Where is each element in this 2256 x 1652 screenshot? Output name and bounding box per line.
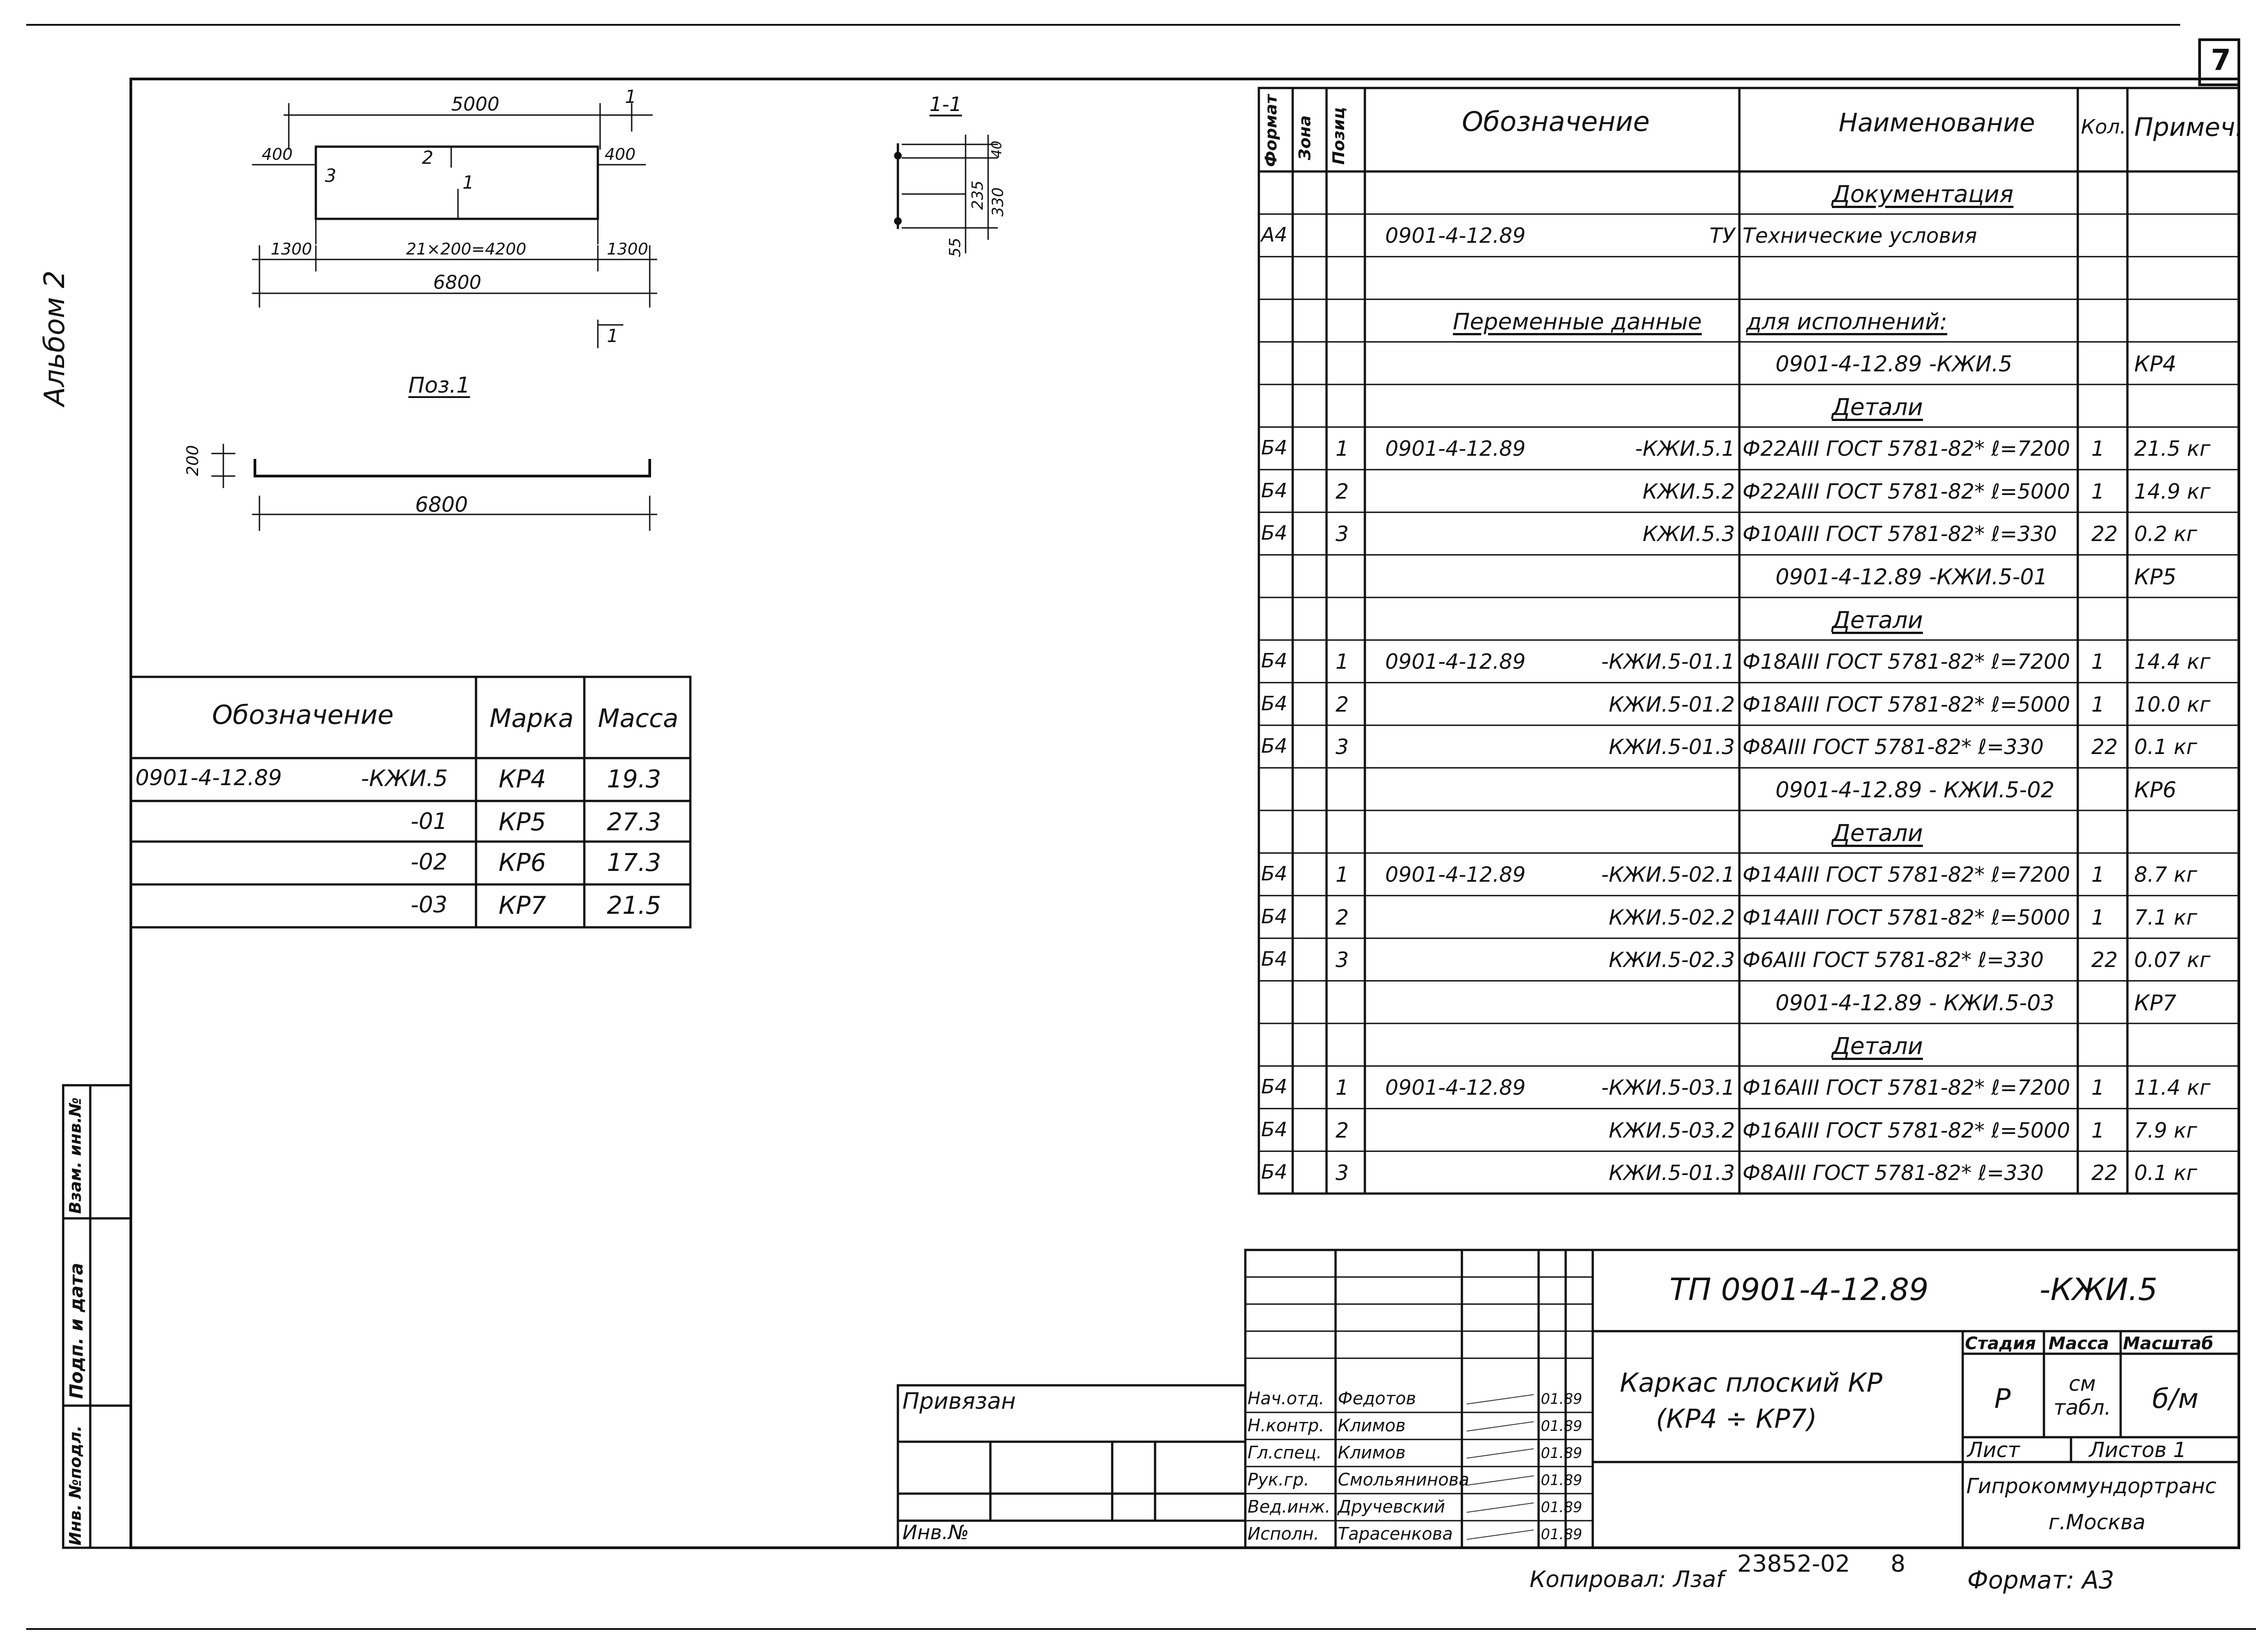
spec-qty: 1 (2091, 692, 2105, 717)
format-label: Формат: А3 (1967, 1566, 2114, 1594)
pos1-title: Поз.1 (408, 373, 470, 398)
dim-400-right: 400 (605, 145, 636, 164)
spec-qty: 22 (2091, 522, 2118, 546)
spec-variant-note: КР5 (2134, 564, 2177, 590)
spec-note: 11.4 кг (2134, 1075, 2210, 1100)
doc-code: ТП 0901-4-12.89 (1669, 1272, 1929, 1308)
spec-header-designation: Обозначение (1462, 106, 1650, 138)
signature-role: Н.контр. (1248, 1416, 1325, 1435)
spec-format: Б4 (1261, 1075, 1288, 1099)
signature-date: 01.89 (1541, 1472, 1582, 1489)
spec-name: Ф18АIII ГОСТ 5781-82* ℓ=5000 (1743, 692, 2071, 717)
mass-row-suffix: -02 (411, 849, 448, 875)
section-dim-40: 40 (989, 140, 1005, 158)
spec-note: 10.0 кг (2134, 692, 2210, 717)
spec-variant-name: 0901-4-12.89 -КЖИ.5 (1775, 351, 2012, 377)
pos1-dim-200: 200 (184, 445, 202, 476)
spec-header-pos: Позиц (1330, 107, 1348, 165)
mass-table-header-mark: Марка (490, 704, 574, 733)
spec-name: Ф14АIII ГОСТ 5781-82* ℓ=5000 (1743, 905, 2071, 930)
sheets-label: Листов 1 (2089, 1438, 2187, 1462)
signature-name: Климов (1338, 1443, 1406, 1462)
spec-pos: 3 (1336, 1161, 1349, 1185)
spec-name: Ф18АIII ГОСТ 5781-82* ℓ=7200 (1743, 649, 2071, 674)
sheet-number: 7 (2211, 44, 2231, 77)
spec-variant-note: КР4 (2134, 351, 2177, 377)
archive-sheet: 8 (1891, 1550, 1906, 1578)
dim-400-left: 400 (262, 145, 293, 164)
spec-header-format: Формат (1262, 94, 1281, 167)
spec-format: Б4 (1261, 905, 1288, 928)
spec-note: 0.1 кг (2134, 1161, 2197, 1185)
album-label: Альбом 2 (38, 270, 71, 406)
spec-name: Ф6АIII ГОСТ 5781-82* ℓ=330 (1743, 948, 2044, 972)
inv-no-label: Инв.№ (902, 1521, 969, 1544)
mass-row-mass: 21.5 (607, 891, 661, 920)
section-dim-235: 235 (969, 180, 987, 210)
sheet-label: Лист (1967, 1438, 2020, 1462)
spec-qty: 22 (2091, 948, 2118, 972)
spec-variant-name: 0901-4-12.89 - КЖИ.5-02 (1775, 777, 2055, 803)
dim-1300-right: 1300 (607, 240, 648, 259)
spec-note: 14.4 кг (2134, 649, 2210, 674)
signature-role: Гл.спец. (1248, 1443, 1322, 1462)
signature-role: Исполн. (1248, 1524, 1319, 1544)
spec-suffix: КЖИ.5-02.2 (1609, 905, 1735, 930)
spec-suffix: -КЖИ.5.1 (1635, 436, 1735, 461)
scale-value: б/м (2152, 1383, 2199, 1415)
signature-name: Тарасенкова (1338, 1524, 1453, 1544)
spec-name: Технические условия (1743, 223, 1977, 248)
mass-row-mass: 19.3 (607, 765, 661, 793)
spec-variant-name: 0901-4-12.89 - КЖИ.5-03 (1775, 990, 2055, 1016)
spec-header-note: Примеч. (2134, 113, 2243, 142)
section-dim-330: 330 (989, 187, 1007, 217)
section-mark-top: 1 (625, 87, 637, 107)
mass-row-code: 0901-4-12.89 (135, 765, 282, 791)
spec-note: 14.9 кг (2134, 479, 2210, 504)
spec-pos: 1 (1336, 649, 1349, 674)
spec-section-title: Детали (1832, 820, 1923, 847)
spec-header-name: Наименование (1839, 108, 2035, 138)
spec-header-qty: Кол. (2081, 116, 2127, 139)
spec-header-zone: Зона (1296, 115, 1314, 160)
pos-2-label: 2 (422, 148, 434, 168)
spec-format: Б4 (1261, 1118, 1288, 1141)
mass-row-mass: 27.3 (607, 808, 661, 836)
mass-row-suffix: -03 (411, 892, 448, 918)
spec-name: Ф8АIII ГОСТ 5781-82* ℓ=330 (1743, 735, 2044, 759)
spec-suffix: КЖИ.5-01.2 (1609, 692, 1735, 717)
signature-name: Климов (1338, 1416, 1406, 1435)
spec-suffix: КЖИ.5-01.3 (1609, 1161, 1735, 1185)
mass-value: см табл. (2053, 1371, 2111, 1420)
spec-format: Б4 (1261, 862, 1288, 886)
mass-row-mark: КР4 (499, 765, 546, 793)
spec-code: 0901-4-12.89 (1385, 436, 1526, 461)
doc-suffix: -КЖИ.5 (2039, 1272, 2158, 1308)
spec-qty: 1 (2091, 649, 2105, 674)
stage-value: Р (1994, 1383, 2011, 1415)
mass-table-header-mass: Масса (598, 704, 679, 733)
title-line2: (КР4 ÷ КР7) (1656, 1403, 1817, 1434)
spec-format: Б4 (1261, 522, 1288, 545)
scale-label: Масштаб (2123, 1333, 2214, 1353)
spec-suffix: КЖИ.5-03.2 (1609, 1118, 1735, 1143)
mass-row-mass: 17.3 (607, 848, 661, 877)
pos-3-label: 3 (325, 166, 337, 186)
dim-5000: 5000 (451, 93, 499, 115)
archive-number: 23852-02 (1737, 1550, 1850, 1578)
signature-date: 01.89 (1541, 1526, 1582, 1543)
spec-qty: 22 (2091, 1161, 2118, 1185)
spec-note: 7.9 кг (2134, 1118, 2197, 1143)
signature-date: 01.89 (1541, 1390, 1582, 1407)
spec-qty: 1 (2091, 862, 2105, 887)
spec-code: 0901-4-12.89 (1385, 862, 1526, 887)
spec-pos: 2 (1336, 692, 1349, 717)
spec-pos: 3 (1336, 522, 1349, 546)
spec-note: 8.7 кг (2134, 862, 2197, 887)
spec-pos: 3 (1336, 735, 1349, 759)
spec-pos: 3 (1336, 948, 1349, 972)
title-line1: Каркас плоский КР (1620, 1367, 1882, 1398)
mass-label: Масса (2048, 1333, 2109, 1353)
spec-span-name: для исполнений: (1746, 309, 1947, 335)
spec-pos: 2 (1336, 905, 1349, 930)
spec-section-title: Детали (1832, 394, 1923, 421)
spec-suffix: -КЖИ.5-02.1 (1601, 862, 1735, 887)
spec-qty: 22 (2091, 735, 2118, 759)
pos1-dim-6800: 6800 (415, 492, 468, 517)
spec-code: 0901-4-12.89 (1385, 1075, 1526, 1100)
copied-by: Копировал: Лзаf (1530, 1566, 1724, 1592)
signature-date: 01.89 (1541, 1417, 1582, 1435)
spec-note: 0.2 кг (2134, 522, 2197, 546)
spec-suffix: -КЖИ.5-01.1 (1601, 649, 1735, 674)
signature-role: Нач.отд. (1248, 1388, 1325, 1408)
spec-section-title: Детали (1832, 607, 1923, 634)
spec-format: Б4 (1261, 479, 1288, 502)
spec-suffix: ТУ (1709, 223, 1735, 248)
signature-name: Дручевский (1338, 1497, 1445, 1517)
stage-label: Стадия (1965, 1333, 2036, 1353)
spec-code: 0901-4-12.89 (1385, 649, 1526, 674)
spec-format: Б4 (1261, 948, 1288, 971)
spec-name: Ф22АIII ГОСТ 5781-82* ℓ=5000 (1743, 479, 2071, 504)
mass-row-suffix: -01 (411, 808, 448, 834)
dim-1300-left: 1300 (271, 240, 312, 259)
spec-qty: 1 (2091, 1118, 2105, 1143)
spec-variant-note: КР7 (2134, 990, 2177, 1016)
spec-format: Б4 (1261, 735, 1288, 758)
spec-qty: 1 (2091, 1075, 2105, 1100)
signature-date: 01.89 (1541, 1499, 1582, 1516)
spec-name: Ф14АIII ГОСТ 5781-82* ℓ=7200 (1743, 862, 2071, 887)
section-dim-55: 55 (946, 237, 964, 257)
signature-name: Федотов (1338, 1388, 1416, 1408)
spec-format: Б4 (1261, 436, 1288, 460)
spec-note: 7.1 кг (2134, 905, 2197, 930)
signature-name: Смольянинова (1338, 1470, 1470, 1490)
signature-role: Рук.гр. (1248, 1470, 1309, 1490)
mass-row-mark: КР5 (499, 808, 546, 836)
spec-format: А4 (1261, 223, 1288, 247)
dim-6800: 6800 (433, 271, 481, 293)
spec-qty: 1 (2091, 905, 2105, 930)
spec-suffix: КЖИ.5.3 (1642, 522, 1735, 546)
spec-note: 21.5 кг (2134, 436, 2210, 461)
spec-qty: 1 (2091, 436, 2105, 461)
spec-suffix: -КЖИ.5-03.1 (1601, 1075, 1735, 1100)
spec-section-title: Документация (1832, 181, 2014, 208)
org-name: Гипрокоммундортранс (1966, 1474, 2217, 1498)
spec-suffix: КЖИ.5.2 (1642, 479, 1735, 504)
spec-format: Б4 (1261, 692, 1288, 715)
mass-row-mark: КР6 (499, 848, 546, 877)
mass-table-header-designation: Обозначение (212, 699, 394, 730)
spec-code: 0901-4-12.89 (1385, 223, 1526, 248)
section-1-1-title: 1-1 (929, 93, 962, 116)
spec-name: Ф22АIII ГОСТ 5781-82* ℓ=7200 (1743, 436, 2071, 461)
margin-vzam-inv: Взам. инв.№ (66, 1097, 85, 1214)
spec-format: Б4 (1261, 649, 1288, 673)
spec-section-title: Детали (1832, 1033, 1923, 1060)
spec-pos: 1 (1336, 862, 1349, 887)
spec-variant-name: 0901-4-12.89 -КЖИ.5-01 (1775, 564, 2048, 590)
dim-chain: 21×200=4200 (406, 240, 527, 259)
spec-qty: 1 (2091, 479, 2105, 504)
spec-suffix: КЖИ.5-02.3 (1609, 948, 1735, 972)
mass-row-mark: КР7 (499, 891, 546, 920)
org-city: г.Москва (2048, 1510, 2145, 1534)
spec-name: Ф10АIII ГОСТ 5781-82* ℓ=330 (1743, 522, 2057, 546)
margin-inv-podl: Инв. №подл. (66, 1425, 85, 1546)
spec-pos: 2 (1336, 1118, 1349, 1143)
spec-pos: 2 (1336, 479, 1349, 504)
privyazan-label: Привязан (902, 1388, 1016, 1414)
spec-suffix: КЖИ.5-01.3 (1609, 735, 1735, 759)
spec-note: 0.1 кг (2134, 735, 2197, 759)
spec-pos: 1 (1336, 1075, 1349, 1100)
signature-date: 01.89 (1541, 1444, 1582, 1462)
spec-note: 0.07 кг (2134, 948, 2210, 972)
spec-name: Ф8АIII ГОСТ 5781-82* ℓ=330 (1743, 1161, 2044, 1185)
signature-role: Вед.инж. (1248, 1497, 1331, 1517)
spec-span-designation: Переменные данные (1453, 309, 1702, 335)
section-mark-bottom: 1 (607, 326, 619, 347)
mass-row-suffix: -КЖИ.5 (361, 765, 448, 791)
spec-name: Ф16АIII ГОСТ 5781-82* ℓ=7200 (1743, 1075, 2071, 1100)
pos-1-label: 1 (462, 172, 474, 193)
margin-podp-data: Подп. и дата (66, 1263, 87, 1399)
spec-variant-note: КР6 (2134, 777, 2177, 803)
spec-format: Б4 (1261, 1161, 1288, 1184)
spec-pos: 1 (1336, 436, 1349, 461)
spec-name: Ф16АIII ГОСТ 5781-82* ℓ=5000 (1743, 1118, 2071, 1143)
